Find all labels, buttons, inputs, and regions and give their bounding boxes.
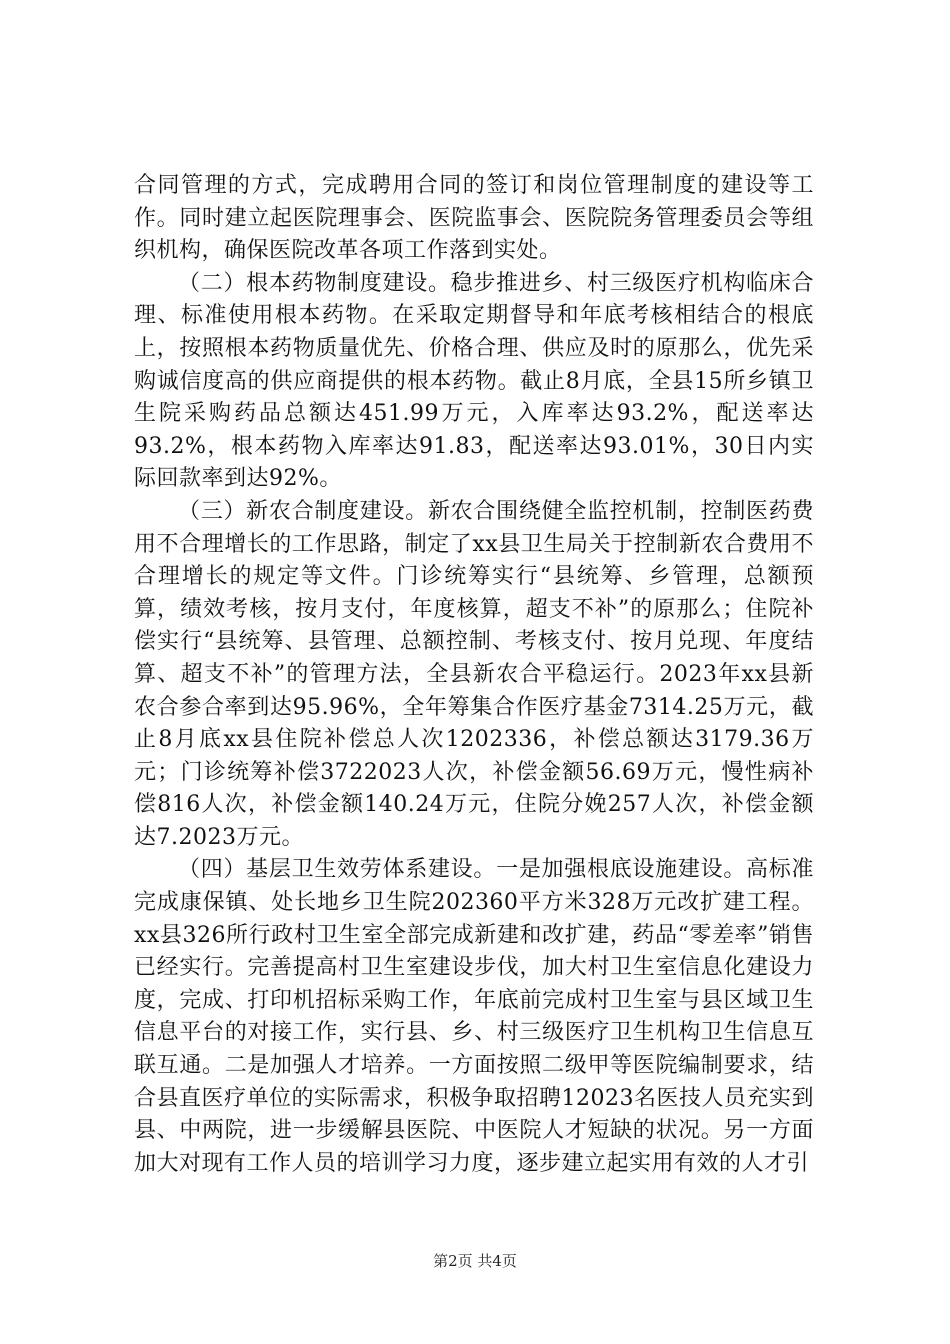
paragraph-grassroots-health-service: （四）基层卫生效劳体系建设。一是加强根底设施建设。高标准完成康保镇、处长地乡卫生院202360平方米328万元改扩建工程。xx县326所行政村卫生室全部完成新建和改扩建，药品“零差率”销售已经实行。完善提高村卫生室建设步伐，加大村卫生室信息化建设力度，完成、打印机招标采购工作，年底前完成村卫生室与县区域卫生信息平台的对接工作，实行县、乡、村三级医疗卫生机构卫生信息互联互通。二是加强人才培养。一方面按照二级甲等医院编制要求，结合县直医疗单位的实际需求，积极争取招聘12023名医技人员充实到县、中两院，进一步缓解县医院、中医院人才短缺的状况。另一方面加大对现有工作人员的培训学习力度，逐步建立起实用有效的人才引 [134,857,814,1176]
document-body [134,170,814,1180]
page-footer: 第2页 共4页 [433,1252,517,1270]
paragraph-contract-management: 合同管理的方式，完成聘用合同的签订和岗位管理制度的建设等工作。同时建立起医院理事会、医院监事会、医院院务管理委员会等组织机构，确保医院改革各项工作落到实处。 [134,173,814,264]
paragraph-rural-cooperative-medical: （三）新农合制度建设。新农合围绕健全监控机制，控制医药费用不合理增长的工作思路，制定了xx县卫生局关于控制新农合费用不合理增长的规定等文件。门诊统筹实行“县统筹、乡管理，总额预算，绩效考核，按月支付，年度核算，超支不补”的原那么；住院补偿实行“县统筹、县管理、总额控制、考核支付、按月兑现、年度结算、超支不补”的管理方法，全县新农合平稳运行。2023年xx县新农合参合率到达95.96%，全年筹集合作医疗基金7314.25万元，截止8月底xx县住院补偿总人次1202336，补偿总额达3179.36万元；门诊统筹补偿3722023人次，补偿金额56.69万元，慢性病补偿816人次，补偿金额140.24万元，住院分娩257人次，补偿金额达7.2023万元。 [134,498,814,850]
paragraph-essential-drugs: （二）根本药物制度建设。稳步推进乡、村三级医疗机构临床合理、标准使用根本药物。在采取定期督导和年底考核相结合的根底上，按照根本药物质量优先、价格合理、供应及时的原那么，优先采购诚信度高的供应商提供的根本药物。截止8月底，全县15所乡镇卫生院采购药品总额达451.99万元，入库率达93.2%，配送率达93.2%，根本药物入库率达91.83，配送率达93.01%，30日内实际回款率到达92%。 [134,270,814,492]
